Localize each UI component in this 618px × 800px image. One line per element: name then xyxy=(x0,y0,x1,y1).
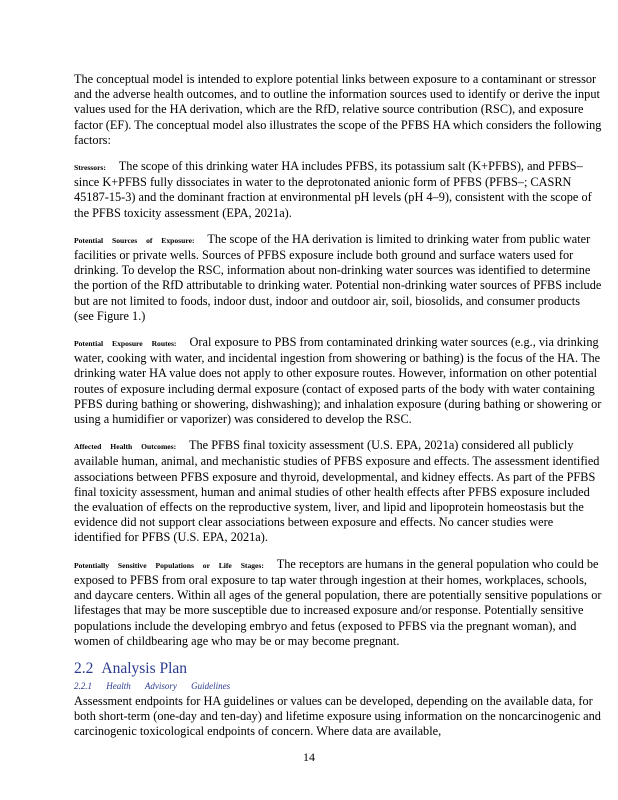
intro-paragraph: The conceptual model is intended to explore potential links between exposure to a contaminant or stressor and the adverse health outcomes, and to outline the information sources used to identify or derive the input values used for the HA derivation, which are the RfD, relative source contribution (RSC), and exposure factor (EF). The conceptual model also illustrates the scope of the PFBS HA which considers the following factors: xyxy=(74,72,602,147)
document-body xyxy=(74,72,602,740)
section-number: 2.2 xyxy=(74,659,94,677)
stressors-paragraph xyxy=(74,159,602,221)
sources-label: Potential Sources of Exposure: xyxy=(74,235,195,245)
populations-text: The receptors are humans in the general population who could be exposed to PFBS from oral exposure to tap water through ingestion at their homes, workplaces, schools, and daycare centers. Within all ages of the general population, there are potentially sensitive populations or lifestages that may be more susceptible due to increased exposure and/or response. Potentially sensitive populations include the developing embryo and fetus (exposed to PFBS via the pregnant woman), and women of childbearing age who may be or may become pregnant. xyxy=(74,556,602,648)
outcomes-text: The PFBS final toxicity assessment (U.S. EPA, 2021a) considered all publicly available human, animal, and mechanistic studies of PFBS exposure and effects. The assessment identified associations between PFBS exposure and thyroid, developmental, and kidney effects. As part of the PFBS final toxicity assessment, human and animal studies of other health effects after PFBS exposure included the evaluation of effects on the reproductive system, liver, and lipid and lipoprotein homeostasis but the evidence did not support clear associations between exposure and effects. No cancer studies were identified for PFBS (U.S. EPA, 2021a). xyxy=(74,438,600,545)
sources-text: The scope of the HA derivation is limited to drinking water from public water facilities or private wells. Sources of PFBS exposure include both ground and surface waters used for drinking. To develop the RSC, information about non-drinking water sources was identified to determine the portion of the RfD attributable to drinking water. Potential non-drinking water sources of PFBS include but are not limited to foods, indoor dust, indoor and outdoor air, soil, biosolids, and consumer products (see Figure 1.) xyxy=(74,231,602,323)
populations-label: Potentially Sensitive Populations or Life Stages: xyxy=(74,560,264,570)
section-heading xyxy=(74,660,602,678)
outcomes-label: Affected Health Outcomes: xyxy=(74,442,177,452)
sources-paragraph xyxy=(74,232,602,324)
outcomes-paragraph xyxy=(74,438,602,545)
routes-paragraph xyxy=(74,335,602,427)
section-title: Analysis Plan xyxy=(101,659,188,677)
stressors-text: The scope of this drinking water HA includes PFBS, its potassium salt (K+PFBS), and PFBS– since K+PFBS fully dissociates in water to the deprotonated anionic form of PFBS (PFBS–; CASRN 45187-15-3) and the dominant fraction at environmental pH levels (pH 4–9), consistent with the scope of the PFBS toxicity assessment (EPA, 2021a). xyxy=(74,159,592,220)
subsection-heading xyxy=(74,680,602,693)
routes-text: Oral exposure to PBS from contaminated drinking water sources (e.g., via drinking water, cooking with water, and incidental ingestion from showering or bathing) is the focus of the HA. The drinking water HA value does not apply to other exposure routes. However, information on other potential routes of exposure including dermal exposure (contact of exposed parts of the body with water containing PFBS during bathing or showering, dishwashing); and inhalation exposure (during bathing or showering or using a humidifier or vaporizer) was considered to develop the RSC. xyxy=(74,335,602,427)
page-number: 14 xyxy=(303,750,315,764)
routes-label: Potential Exposure Routes: xyxy=(74,339,177,349)
analysis-plan-paragraph: Assessment endpoints for HA guidelines or values can be developed, depending on the available data, for both short-term (one-day and ten-day) and lifetime exposure using information on the noncarcinogenic and carcinogenic toxicological endpoints of concern. Where data are available, xyxy=(74,693,601,739)
subsection-number: 2.2.1 xyxy=(74,680,92,691)
subsection-title: Health Advisory Guidelines xyxy=(106,680,231,691)
stressors-label: Stressors: xyxy=(74,163,106,173)
populations-paragraph xyxy=(74,557,602,649)
